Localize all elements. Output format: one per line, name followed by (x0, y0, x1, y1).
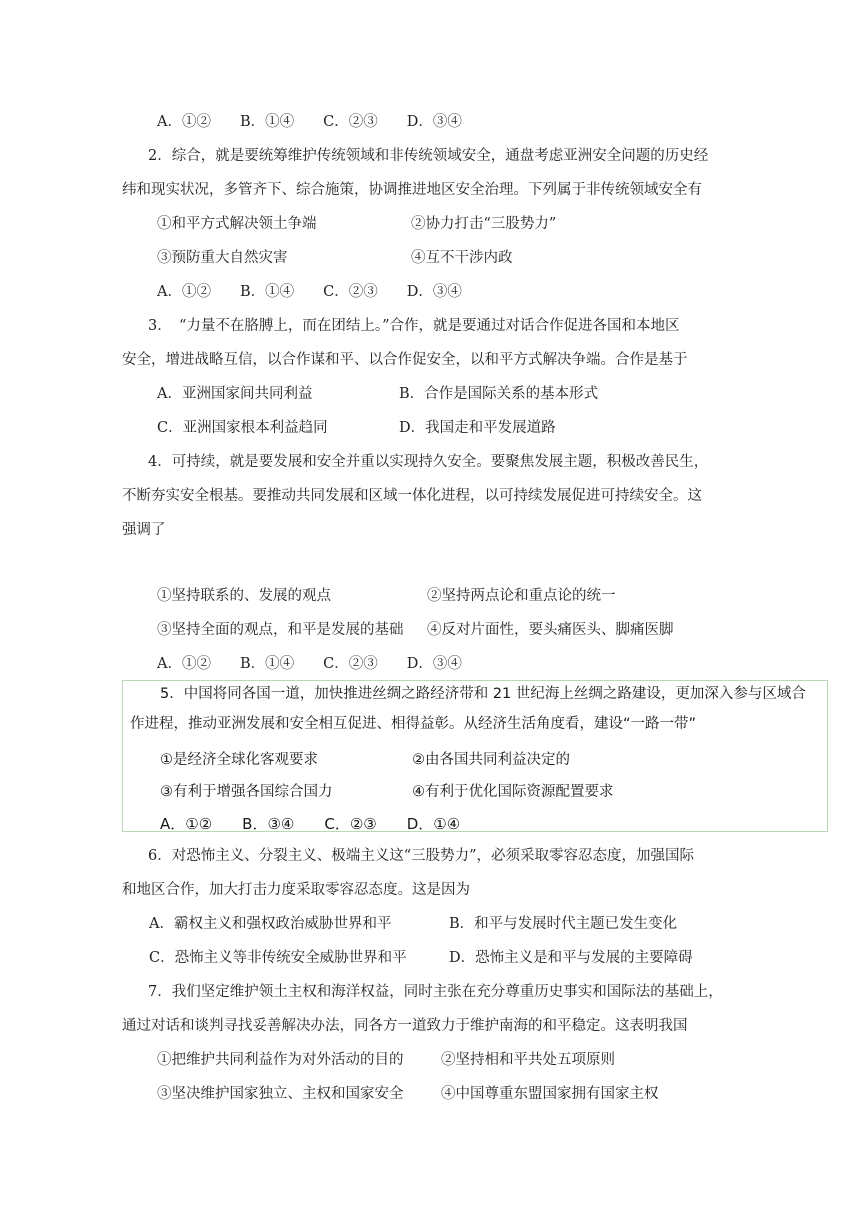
q4-stem-line2: 不断夯实安全根基。要推动共同发展和区域一体化进程，以可持续发展促进可持续安全。这 (122, 488, 702, 504)
q7-item-4: ④中国尊重东盟国家拥有国家主权 (441, 1086, 659, 1102)
q6-option-d: D．恐怖主义是和平与发展的主要障碍 (449, 950, 693, 966)
q7-stem-line2: 通过对话和谈判寻找妥善解决办法，同各方一道致力于维护南海的和平稳定。这表明我国 (122, 1018, 688, 1034)
q2-item-3: ③预防重大自然灾害 (157, 250, 288, 266)
q5-item-2: ②由各国共同利益决定的 (412, 752, 570, 768)
q3-stem-line1: 3． “力量不在胳膊上，而在团结上。”合作，就是要通过对话合作促进各国和本地区 (148, 318, 680, 334)
q3-stem-line2: 安全，增进战略互信，以合作谋和平、以合作促安全，以和平方式解决争端。合作是基于 (122, 352, 688, 368)
q5-options: A．①② B．③④ C．②③ D．①④ (160, 815, 461, 833)
q7-item-1: ①把维护共同利益作为对外活动的目的 (157, 1052, 404, 1068)
q4-stem-line1: 4．可持续，就是要发展和安全并重以实现持久安全。要聚焦发展主题，积极改善民生， (148, 454, 709, 470)
q6-stem-line1: 6．对恐怖主义、分裂主义、极端主义这“三股势力”，必须采取零容忍态度，加强国际 (148, 848, 695, 864)
q4-options: A．①② B．①④ C．②③ D．③④ (157, 656, 462, 672)
q4-item-1: ①坚持联系的、发展的观点 (157, 588, 331, 604)
q3-option-c: C．亚洲国家根本利益趋同 (157, 420, 328, 436)
q3-option-b: B．合作是国际关系的基本形式 (399, 386, 599, 402)
q6-option-c: C．恐怖主义等非传统安全威胁世界和平 (149, 950, 407, 966)
q2-item-4: ④互不干涉内政 (411, 250, 513, 266)
q3-option-a: A．亚洲国家间共同利益 (157, 386, 313, 402)
q4-item-4: ④反对片面性，要头痛医头、脚痛医脚 (427, 622, 674, 638)
q7-item-2: ②坚持相和平共处五项原则 (441, 1052, 615, 1068)
q5-item-3: ③有利于增强各国综合国力 (160, 784, 333, 800)
q3-option-d: D．我国走和平发展道路 (399, 420, 556, 436)
q4-item-2: ②坚持两点论和重点论的统一 (427, 588, 616, 604)
q6-option-a: A．霸权主义和强权政治威胁世界和平 (149, 916, 392, 932)
q5-stem-line1: 5．中国将同各国一道，加快推进丝绸之路经济带和 21 世纪海上丝绸之路建设，更加深入参与区域合 (160, 686, 806, 702)
q5-item-4: ④有利于优化国际资源配置要求 (412, 784, 614, 800)
q7-stem-line1: 7．我们坚定维护领土主权和海洋权益，同时主张在充分尊重历史事实和国际法的基础上， (148, 984, 723, 1000)
q5-stem-line2: 作进程，推动亚洲发展和安全相互促进、相得益彰。从经济生活角度看，建设“一路一带” (130, 716, 697, 732)
q2-stem-line1: 2．综合，就是要统筹维护传统领域和非传统领域安全，通盘考虑亚洲安全问题的历史经 (148, 148, 709, 164)
q2-stem-line2: 纬和现实状况，多管齐下、综合施策，协调推进地区安全治理。下列属于非传统领域安全有 (122, 182, 702, 198)
q1-options: A．①② B．①④ C．②③ D．③④ (157, 114, 462, 130)
q2-options: A．①② B．①④ C．②③ D．③④ (157, 284, 462, 300)
q2-item-1: ①和平方式解决领土争端 (157, 216, 317, 232)
q4-item-3: ③坚持全面的观点，和平是发展的基础 (157, 622, 404, 638)
q4-stem-line3: 强调了 (122, 522, 166, 538)
q6-stem-line2: 和地区合作，加大打击力度采取零容忍态度。这是因为 (122, 882, 470, 898)
q2-item-2: ②协力打击“三股势力” (411, 216, 557, 232)
q7-item-3: ③坚决维护国家独立、主权和国家安全 (157, 1086, 404, 1102)
q6-option-b: B．和平与发展时代主题已发生变化 (449, 916, 678, 932)
q5-item-1: ①是经济全球化客观要求 (160, 752, 318, 768)
